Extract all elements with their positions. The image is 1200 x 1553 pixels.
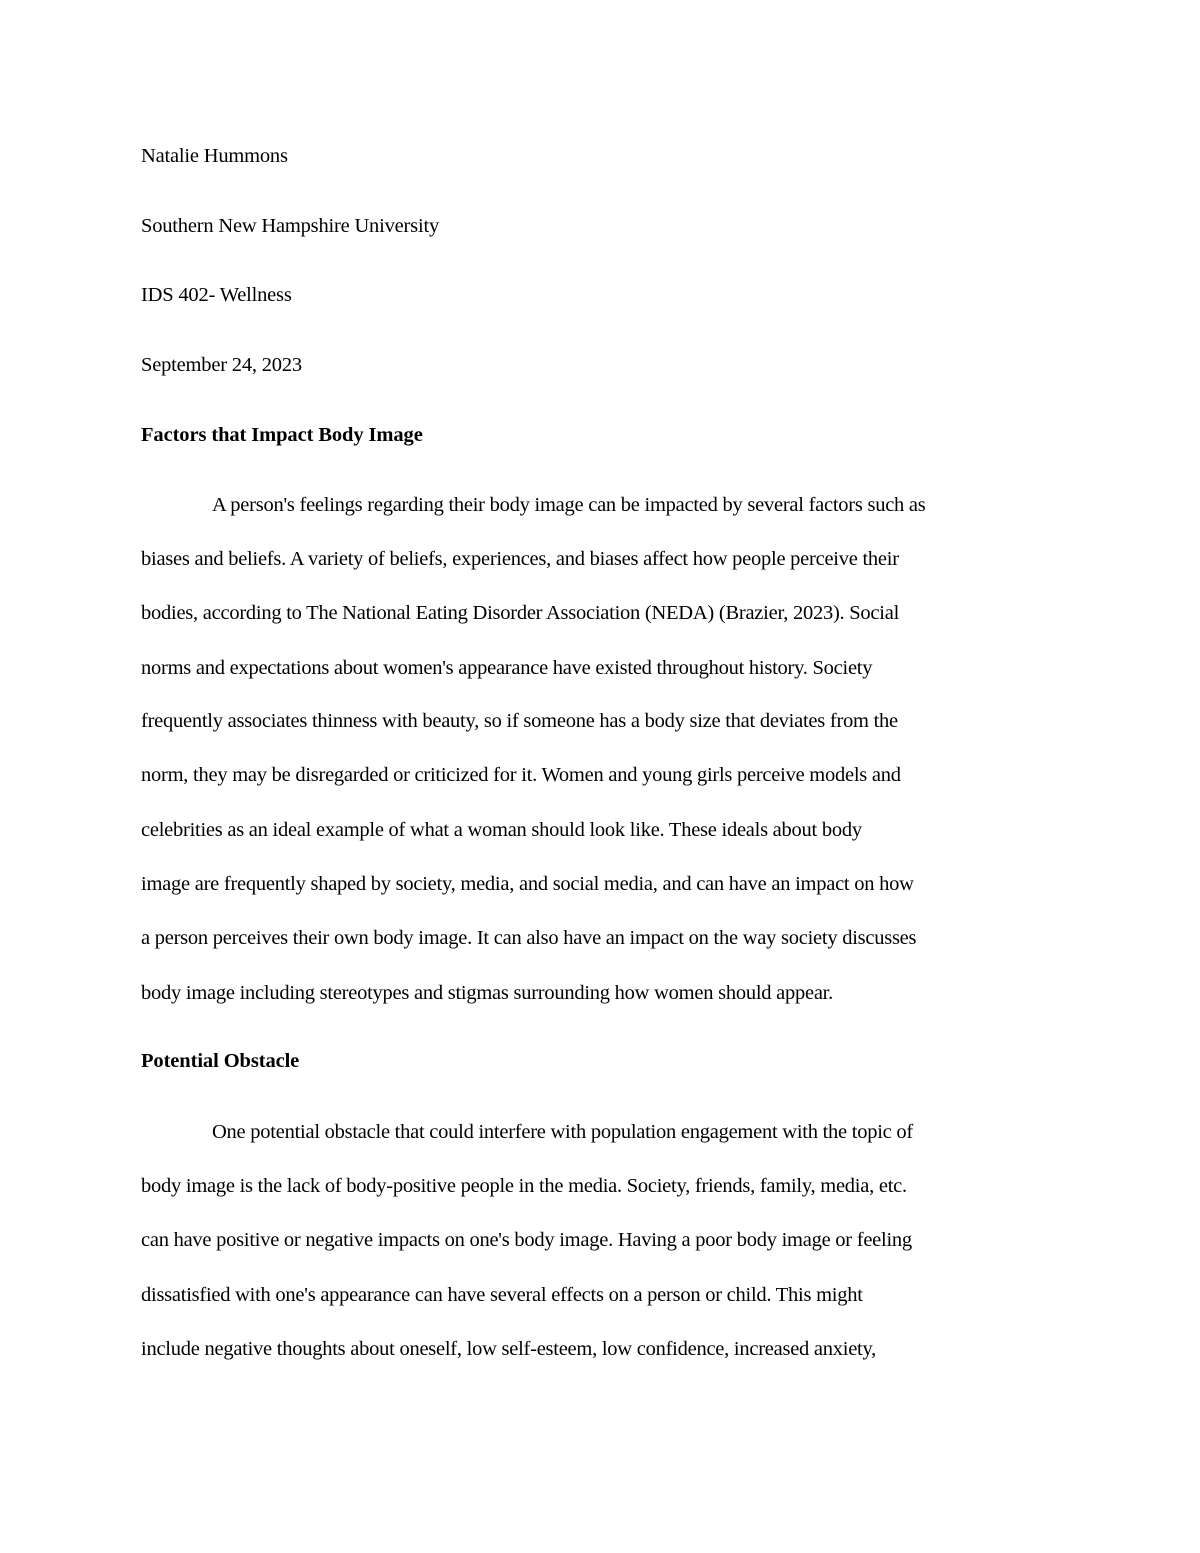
paragraph-line: biases and beliefs. A variety of beliefs, experiences, and biases affect how people perceive their	[141, 548, 899, 570]
paragraph-line: One potential obstacle that could interfere with population engagement with the topic of	[212, 1121, 913, 1143]
course-name: IDS 402- Wellness	[141, 284, 292, 306]
paragraph-line: dissatisfied with one's appearance can have several effects on a person or child. This might	[141, 1284, 863, 1306]
paragraph-line: bodies, according to The National Eating Disorder Association (NEDA) (Brazier, 2023). Social	[141, 602, 900, 624]
paragraph-line: body image including stereotypes and stigmas surrounding how women should appear.	[141, 982, 834, 1004]
paragraph-line: body image is the lack of body-positive people in the media. Society, friends, family, media, etc.	[141, 1175, 907, 1197]
document-date: September 24, 2023	[141, 354, 302, 376]
paragraph-line: celebrities as an ideal example of what a woman should look like. These ideals about body	[141, 819, 862, 841]
paragraph-line: norm, they may be disregarded or criticized for it. Women and young girls perceive models and	[141, 764, 901, 786]
paragraph-line: frequently associates thinness with beauty, so if someone has a body size that deviates from the	[141, 710, 898, 732]
paragraph-line: image are frequently shaped by society, media, and social media, and can have an impact on how	[141, 873, 914, 895]
paragraph-line: include negative thoughts about oneself, low self-esteem, low confidence, increased anxiety,	[141, 1338, 877, 1360]
paragraph-line: A person's feelings regarding their body image can be impacted by several factors such as	[212, 494, 926, 516]
paragraph-line: a person perceives their own body image. It can also have an impact on the way society discusses	[141, 927, 917, 949]
author-name: Natalie Hummons	[141, 145, 288, 167]
institution-name: Southern New Hampshire University	[141, 215, 439, 237]
section-heading-obstacle: Potential Obstacle	[141, 1050, 300, 1072]
paragraph-line: can have positive or negative impacts on one's body image. Having a poor body image or feeling	[141, 1229, 912, 1251]
section-heading-factors: Factors that Impact Body Image	[141, 424, 423, 446]
paragraph-line: norms and expectations about women's appearance have existed throughout history. Society	[141, 657, 873, 679]
